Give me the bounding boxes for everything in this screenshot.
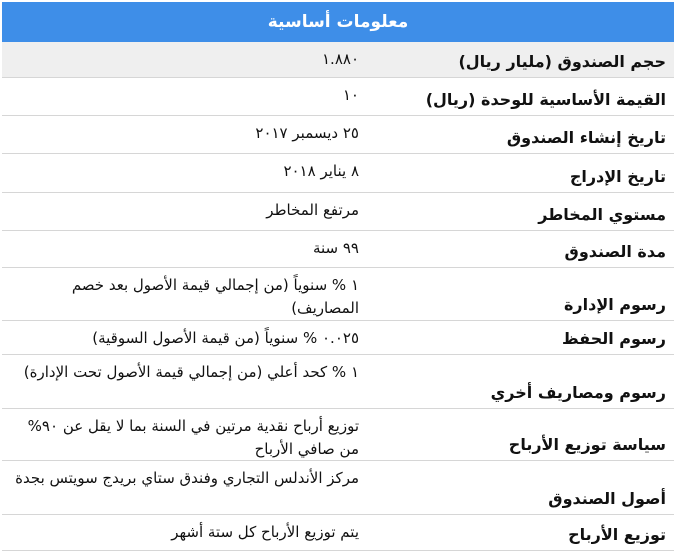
row-value: ٠.٠٢٥ % سنوياً (من قيمة الأصول السوقية)	[92, 329, 359, 347]
table-header	[2, 2, 674, 42]
row-label: رسوم الإدارة	[563, 295, 666, 314]
table-row	[2, 42, 674, 78]
row-value: ١٠	[342, 86, 359, 104]
table-row	[2, 515, 674, 551]
table-row	[2, 154, 674, 193]
table-row	[2, 355, 674, 409]
row-label: القيمة الأساسية للوحدة (ريال)	[425, 90, 666, 109]
row-label: مدة الصندوق	[564, 242, 666, 261]
row-value: ٨ يناير ٢٠١٨	[283, 162, 359, 180]
table-row	[2, 268, 674, 321]
row-label: مستوي المخاطر	[538, 205, 666, 224]
row-label: رسوم ومصاريف أخري	[490, 383, 666, 402]
fund-info-table	[2, 2, 674, 551]
row-label: رسوم الحفظ	[562, 329, 666, 348]
table-row	[2, 193, 674, 231]
table-title: معلومات أساسية	[267, 12, 409, 32]
row-value: مركز الأندلس التجاري وفندق ستاي بريدج سويتس بجدة	[15, 469, 359, 487]
row-value: توزيع أرباح نقدية مرتين في السنة بما لا يقل عن ٩٠% من صافي الأرباح	[27, 417, 359, 458]
row-value: يتم توزيع الأرباح كل ستة أشهر	[171, 523, 359, 541]
row-label: سياسة توزيع الأرباح	[508, 435, 666, 454]
row-value: ٩٩ سنة	[312, 239, 359, 257]
row-value: مرتفع المخاطر	[266, 201, 359, 219]
row-label: أصول الصندوق	[548, 489, 666, 508]
table-row	[2, 409, 674, 461]
row-label: تاريخ الإدراج	[569, 167, 666, 186]
row-label: توزيع الأرباح	[568, 525, 666, 544]
row-value: ١.٨٨٠	[322, 50, 359, 68]
row-label: حجم الصندوق (مليار ريال)	[458, 52, 666, 71]
table-row	[2, 461, 674, 515]
table-row	[2, 231, 674, 268]
table-row	[2, 116, 674, 154]
table-row	[2, 78, 674, 116]
row-value: ٢٥ ديسمبر ٢٠١٧	[255, 124, 359, 142]
row-label: تاريخ إنشاء الصندوق	[506, 128, 666, 147]
row-value: ١ % سنوياً (من إجمالي قيمة الأصول بعد خصم المصاريف)	[71, 276, 359, 317]
row-value: ١ % كحد أعلي (من إجمالي قيمة الأصول تحت الإدارة)	[23, 363, 359, 381]
table-row	[2, 321, 674, 355]
